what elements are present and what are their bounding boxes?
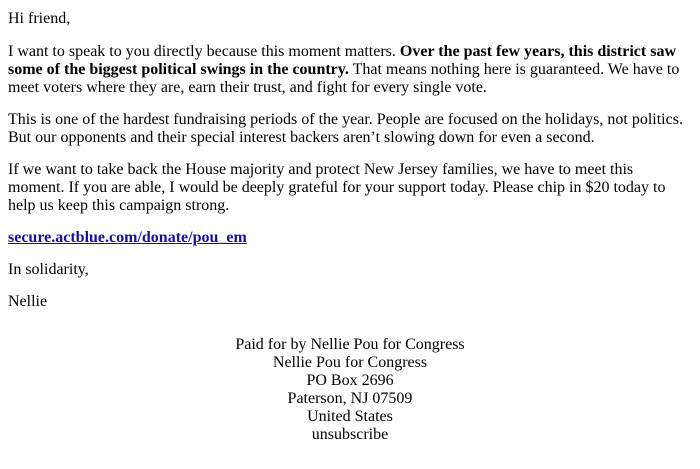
email-body: [8, 0, 692, 311]
closing: In solidarity,: [8, 261, 89, 278]
footer-po-box: PO Box 2696: [306, 372, 394, 389]
unsubscribe-link[interactable]: unsubscribe: [311, 426, 389, 443]
donate-link-row: [8, 229, 692, 247]
paid-for-disclaimer: Paid for by Nellie Pou for Congress: [235, 336, 465, 353]
paragraph-fundraising: This is one of the hardest fundraising periods of the year. People are focused on the holidays, not politics. But our opponents and their special interest backers aren’t slowing down for even a second.: [8, 111, 683, 146]
greeting: Hi friend,: [8, 10, 71, 27]
paragraph-intro-rest: That means nothing here is guaranteed. We have to meet voters where they are, earn their trust, and fight for every single vote.: [8, 61, 680, 96]
paragraph-intro: [8, 43, 692, 97]
footer-org-name: Nellie Pou for Congress: [272, 354, 428, 371]
donate-link[interactable]: secure.actblue.com/donate/pou_em: [8, 229, 247, 246]
paragraph-ask: If we want to take back the House majority and protect New Jersey families, we have to meet this moment. If you are able, I would be deeply grateful for your support today. Please chip in $20 today to help us keep this campaign strong.: [8, 161, 666, 214]
footer-country: United States: [307, 408, 393, 425]
email-footer: [0, 336, 700, 444]
paragraph-intro-lead: I want to speak to you directly because this moment matters.: [8, 43, 400, 60]
footer-city-state-zip: Paterson, NJ 07509: [287, 390, 413, 407]
signature: Nellie: [8, 293, 48, 310]
paragraph-intro-emphasis: Over the past few years, this district saw some of the biggest political swings in the country.: [8, 43, 677, 78]
